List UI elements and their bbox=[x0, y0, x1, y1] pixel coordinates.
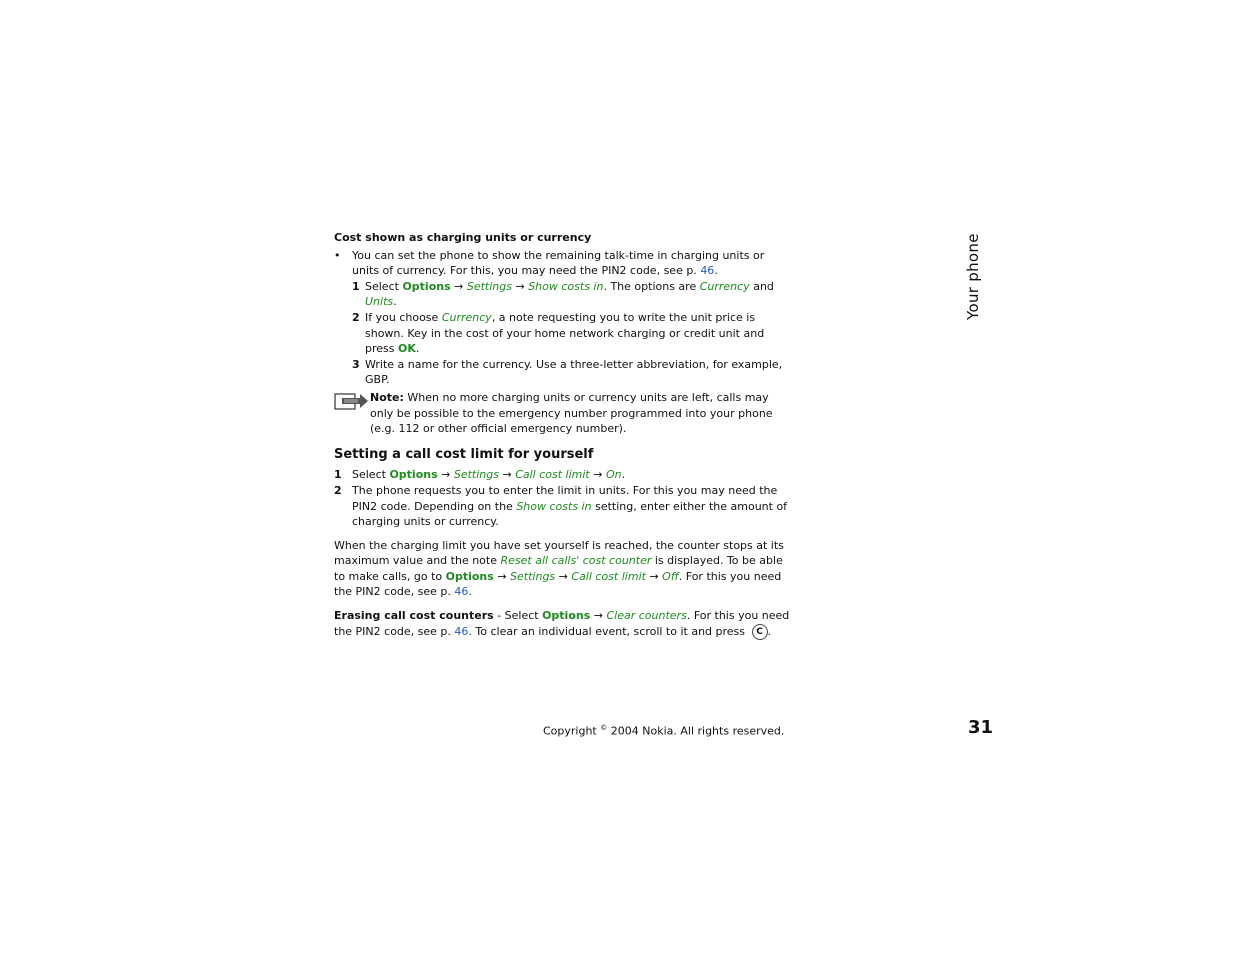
step-text: . The options are bbox=[603, 279, 697, 293]
note-icon bbox=[334, 391, 368, 411]
para-text: . To clear an individual event, scroll to it and press bbox=[468, 624, 746, 638]
step-3 bbox=[352, 357, 790, 388]
bullet-item: • You can set the phone to show the remaining talk-time in charging units or units of currency. For this, you may need the PIN2 code, see p. 46. bbox=[334, 248, 765, 278]
para-text: When the charging limit you have set yourself is reached, the counter stops at its maximum value and the note bbox=[334, 538, 784, 568]
copyright-symbol: © bbox=[600, 724, 608, 732]
arrow: → bbox=[515, 279, 525, 293]
step-number: 1 bbox=[334, 468, 342, 482]
arrow: → bbox=[441, 468, 451, 482]
step-number: 1 bbox=[352, 279, 360, 293]
options-key: Options bbox=[389, 468, 438, 482]
arrow: → bbox=[497, 569, 507, 583]
menu-call-cost-limit: Call cost limit bbox=[571, 569, 646, 583]
para-text: . For this you need the PIN2 code, see p. bbox=[334, 569, 782, 599]
step-text: If you choose bbox=[365, 310, 439, 324]
page-number: 31 bbox=[968, 717, 994, 738]
note-text: When no more charging units or currency units are left, calls may only be possible to the emergency number programmed into your phone (e.g. 112 or other official emergency number). bbox=[370, 390, 773, 436]
menu-show-costs: Show costs in bbox=[528, 279, 604, 293]
step-text: Select bbox=[365, 279, 399, 293]
step-number: 2 bbox=[334, 483, 342, 497]
option-on: On bbox=[605, 468, 622, 482]
arrow: → bbox=[558, 569, 568, 583]
note-reset-counter: Reset all calls' cost counter bbox=[500, 554, 652, 568]
note-box bbox=[334, 390, 790, 437]
menu-show-costs: Show costs in bbox=[516, 499, 592, 513]
para-text: - Select bbox=[497, 609, 539, 623]
page-link[interactable]: 46 bbox=[454, 624, 469, 638]
bullet-text: You can set the phone to show the remaining talk-time in charging units or units of currency. For this, you may need the PIN2 code, see p. bbox=[352, 248, 765, 278]
menu-settings: Settings bbox=[453, 468, 499, 482]
clear-key-icon: C bbox=[752, 624, 768, 640]
step-number: 2 bbox=[352, 310, 360, 324]
step-text: , a note requesting you to write the unit price is shown. Key in the cost of your home network charging or credit unit and press bbox=[365, 310, 765, 356]
erase-paragraph: Erasing call cost counters - Select Options → Clear counters. For this you need the PIN2 code, see p. 46. To clear an individual event, scroll to it and press C . bbox=[334, 609, 790, 638]
arrow: → bbox=[502, 468, 512, 482]
options-key: Options bbox=[402, 279, 451, 293]
footer-text: Copyright bbox=[543, 724, 597, 738]
step-1: 1 Select Options → Settings → Call cost limit → On. bbox=[334, 468, 626, 482]
step-1: 1 Select Options → Settings → Show costs in. The options are Currency and Units. bbox=[352, 279, 774, 309]
bullet-dot: • bbox=[334, 248, 341, 262]
page-link[interactable]: 46 bbox=[454, 585, 469, 599]
menu-call-cost-limit: Call cost limit bbox=[515, 468, 590, 482]
page-content bbox=[334, 230, 790, 640]
section-heading: Cost shown as charging units or currency bbox=[334, 231, 592, 244]
option-currency: Currency bbox=[441, 310, 492, 324]
para-text: . For this you need the PIN2 code, see p. bbox=[334, 609, 790, 638]
option-currency: Currency bbox=[699, 279, 750, 293]
menu-clear-counters: Clear counters bbox=[606, 609, 687, 623]
step-text: The phone requests you to enter the limit in units. For this you may need the PIN2 code. Depending on the bbox=[352, 483, 778, 513]
option-off: Off bbox=[662, 569, 679, 583]
ok-key: OK bbox=[398, 342, 416, 356]
arrow: → bbox=[593, 468, 603, 482]
step-2: 2 If you choose Currency, a note requesting you to write the unit price is shown. Key in the cost of your home network charging or credit unit and press OK. bbox=[352, 310, 765, 356]
page-link[interactable]: 46 bbox=[700, 264, 715, 278]
limit-steps bbox=[334, 467, 790, 529]
step-text: and bbox=[753, 279, 774, 293]
step-text: Write a name for the currency. Use a three-letter abbreviation, for example, GBP. bbox=[365, 357, 783, 387]
options-key: Options bbox=[542, 609, 591, 623]
subsection-heading: Setting a call cost limit for yourself bbox=[334, 446, 594, 462]
arrow: → bbox=[593, 609, 603, 623]
step-2 bbox=[334, 483, 790, 530]
para-text: is displayed. To be able to make calls, go to bbox=[334, 554, 783, 583]
limit-paragraph: When the charging limit you have set yourself is reached, the counter stops at its maximum value and the note Reset all calls' cost counter is displayed. To be able to make calls, go to Options → Settings → Call cost limit → Off. For this you need the PIN2 code, see p. 46. bbox=[334, 538, 784, 599]
menu-settings: Settings bbox=[466, 279, 512, 293]
note-label: Note: bbox=[370, 390, 404, 404]
step-text: Select bbox=[352, 468, 386, 482]
footer-text: 2004 Nokia. All rights reserved. bbox=[610, 724, 785, 738]
step-text: setting, enter either the amount of charging units or currency. bbox=[352, 499, 788, 529]
options-key: Options bbox=[445, 569, 494, 583]
currency-steps bbox=[352, 279, 790, 388]
erase-label: Erasing call cost counters bbox=[334, 609, 494, 623]
step-number: 3 bbox=[352, 357, 360, 371]
arrow: → bbox=[454, 279, 464, 293]
option-units: Units bbox=[365, 295, 394, 309]
side-section-label: Your phone bbox=[964, 233, 982, 320]
arrow: → bbox=[649, 569, 659, 583]
copyright-footer bbox=[543, 721, 784, 739]
menu-settings: Settings bbox=[510, 569, 556, 583]
